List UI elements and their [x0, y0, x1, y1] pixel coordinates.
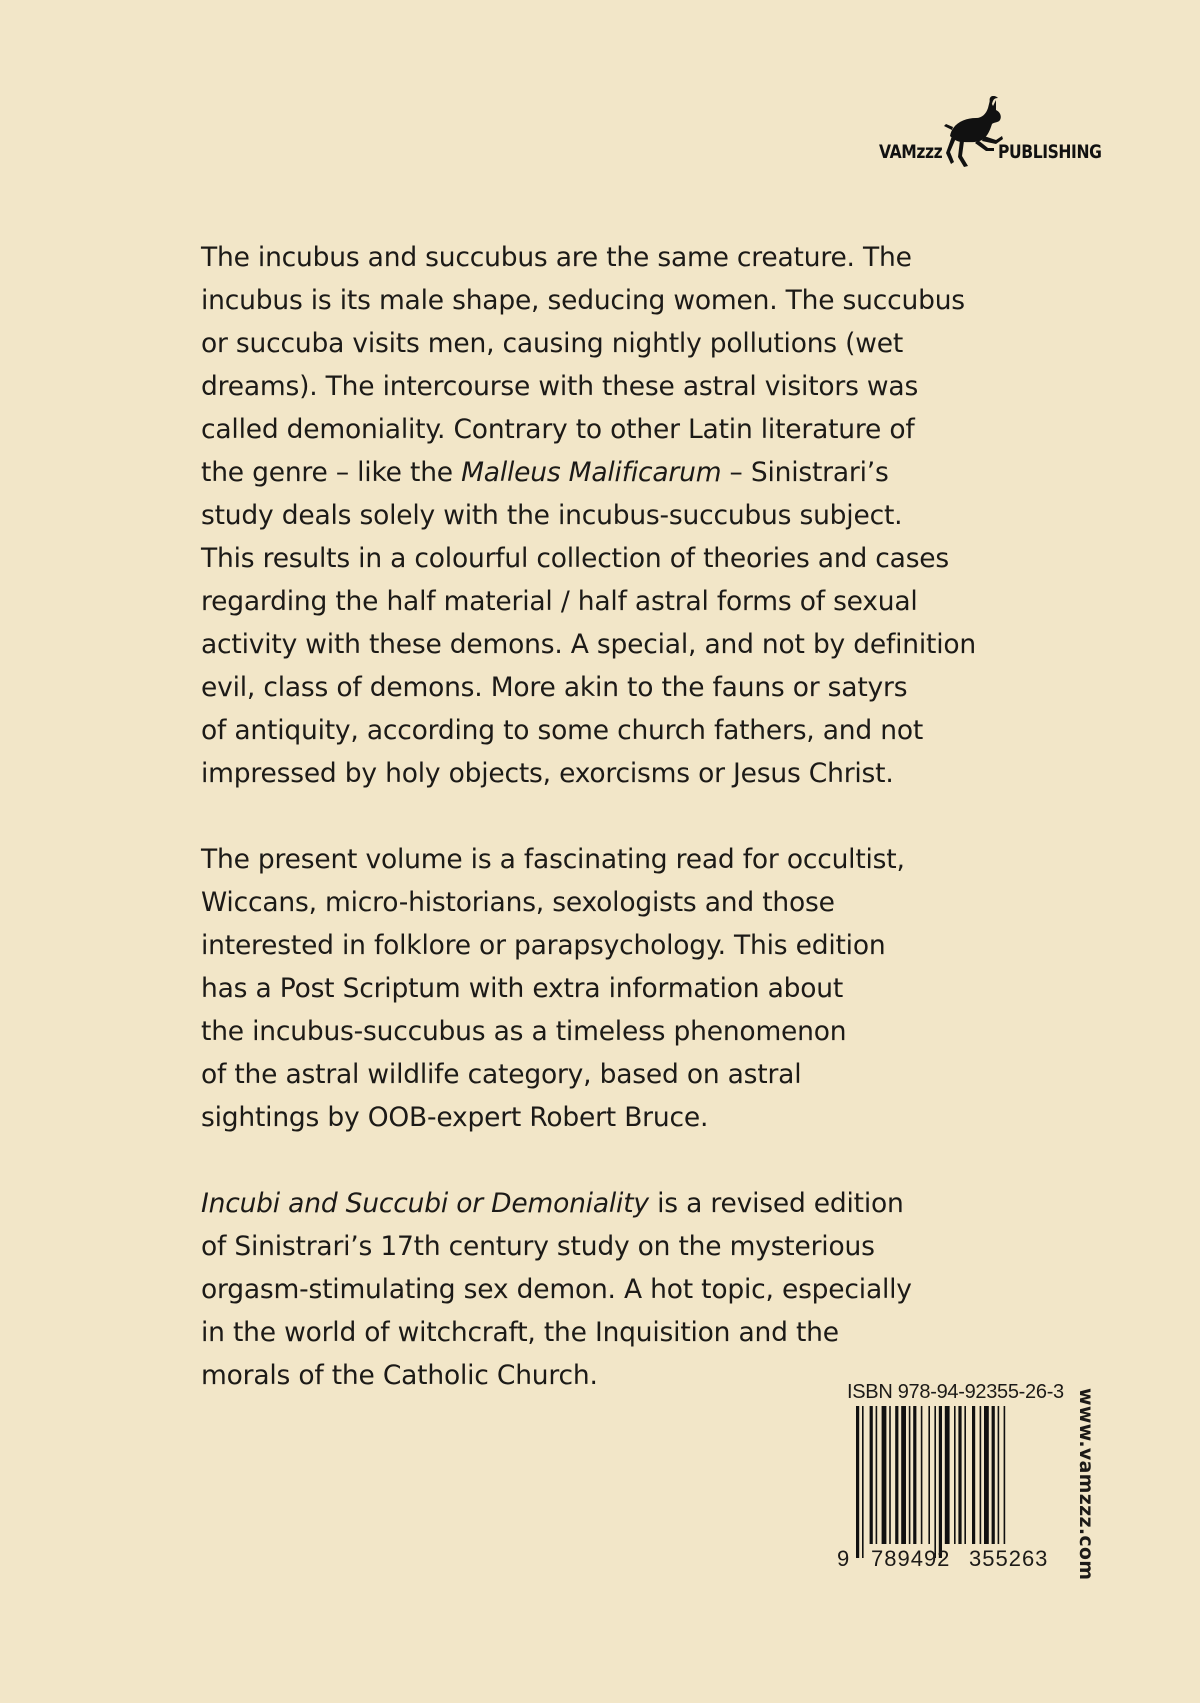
barcode-bar [964, 1406, 966, 1544]
text-line: or succuba visits men, causing nightly pollutions (wet [201, 328, 904, 359]
text-line: The incubus and succubus are the same creature. The [201, 242, 912, 273]
text-line: morals of the Catholic Church. [201, 1360, 598, 1391]
text-line: The present volume is a fascinating read for occultist, [201, 844, 905, 875]
barcode-digits-right: 355263 [969, 1546, 1049, 1571]
barcode-bar [882, 1406, 887, 1544]
blurb-paragraph-3 [201, 1182, 1001, 1397]
text-line: evil, class of demons. More akin to the fauns or satyrs [201, 672, 908, 703]
text-line: sightings by OOB-expert Robert Bruce. [201, 1102, 709, 1133]
paragraph-gap [201, 1139, 1001, 1182]
barcode-bar [901, 1406, 906, 1544]
blurb-paragraph-2 [201, 838, 1001, 1139]
text-line: Wiccans, micro-historians, sexologists and those [201, 887, 835, 918]
barcode-bar [998, 1406, 1000, 1544]
text-line: study deals solely with the incubus-succubus subject. [201, 500, 903, 531]
barcode-bar [934, 1406, 936, 1558]
barcode-bar [909, 1406, 911, 1544]
text-line [201, 1182, 1001, 1225]
barcode [832, 1406, 1068, 1576]
website-url: www.vamzzz.com [1075, 1388, 1097, 1581]
text-line: orgasm-stimulating sex demon. A hot topic, especially [201, 1274, 912, 1305]
text-line: of the astral wildlife category, based on astral [201, 1059, 802, 1090]
text-line: called demoniality. Contrary to other Latin literature of [201, 414, 915, 445]
barcode-bar [954, 1406, 956, 1544]
text-line [201, 451, 1001, 494]
barcode-bar [958, 1406, 961, 1544]
text-line: of Sinistrari’s 17th century study on the mysterious [201, 1231, 875, 1262]
book-title-incubi: Incubi and Succubi or Demoniality [201, 1188, 649, 1219]
logo-text-vamzzz: VAMzzz [879, 141, 943, 163]
barcode-bar [862, 1406, 864, 1558]
isbn-label: ISBN 978-94-92355-26-3 [847, 1381, 1064, 1403]
text-line: dreams). The intercourse with these astral visitors was [201, 371, 919, 402]
barcode-bar [945, 1406, 950, 1544]
text-run: the genre – like the [201, 457, 462, 488]
leaping-goat-icon [944, 96, 1006, 168]
text-line: activity with these demons. A special, and not by definition [201, 629, 977, 660]
barcode-bar [984, 1406, 989, 1544]
text-line: in the world of witchcraft, the Inquisition and the [201, 1317, 839, 1348]
barcode-bar [921, 1406, 923, 1544]
barcode-digit-first: 9 [837, 1546, 851, 1571]
text-line: This results in a colourful collection of theories and cases [201, 543, 950, 574]
text-line: incubus is its male shape, seducing women. The succubus [201, 285, 965, 316]
book-title-malleus: Malleus Malificarum [461, 457, 722, 488]
barcode-bar [992, 1406, 995, 1544]
text-line: impressed by holy objects, exorcisms or Jesus Christ. [201, 758, 894, 789]
barcode-bar [889, 1406, 891, 1544]
barcode-bar [972, 1406, 975, 1544]
text-run: – Sinistrari’s [721, 457, 889, 488]
barcode-bar [1004, 1406, 1006, 1544]
barcode-bar [856, 1406, 859, 1558]
barcode-bar [895, 1406, 898, 1544]
text-line: the incubus-succubus as a timeless phenomenon [201, 1016, 847, 1047]
barcode-digits-left: 789492 [871, 1546, 951, 1571]
barcode-bar [870, 1406, 873, 1544]
text-run: is a revised edition [648, 1188, 904, 1219]
text-line: has a Post Scriptum with extra information about [201, 973, 844, 1004]
barcode-bar [980, 1406, 982, 1544]
blurb-text [201, 236, 1001, 1397]
barcode-bar [939, 1406, 942, 1558]
paragraph-gap [201, 795, 1001, 838]
publisher-logo [876, 96, 1101, 176]
text-line: interested in folklore or parapsychology. This edition [201, 930, 886, 961]
text-line: of antiquity, according to some church fathers, and not [201, 715, 924, 746]
barcode-bar [913, 1406, 916, 1544]
blurb-paragraph-1 [201, 236, 1001, 795]
barcode-bar [928, 1406, 930, 1544]
barcode-bar [876, 1406, 878, 1544]
logo-text-publishing: PUBLISHING [998, 141, 1102, 163]
text-line: regarding the half material / half astral forms of sexual [201, 586, 918, 617]
